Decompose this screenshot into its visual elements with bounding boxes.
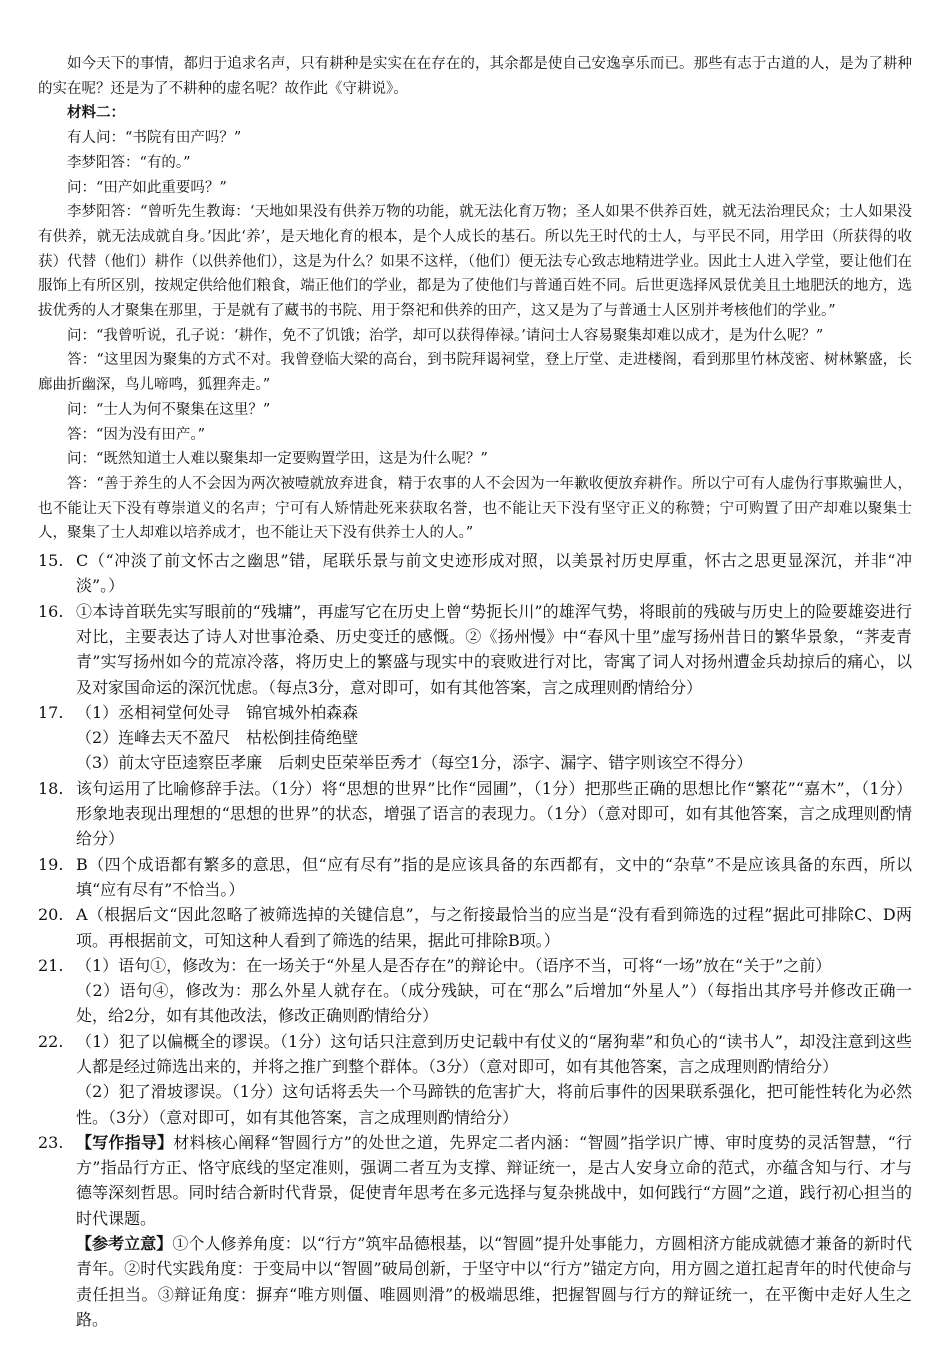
answer-line: （1）语句①，修改为：在一场关于“外星人是否存在”的辩论中。（语序不当，可将“一场”放在“关于”之前） bbox=[76, 955, 832, 975]
question-number: 23. bbox=[38, 1132, 64, 1152]
reference-theme-label: 【参考立意】 bbox=[76, 1234, 173, 1254]
material-two-heading: 材料二： bbox=[67, 104, 125, 122]
writing-guide-text: 材料核心阐释“智圆行方”的处世之道，先界定二者内涵：“智圆”指学识广博、审时度势的灵活智慧，“行方”指品行方正、恪守底线的坚定准则，强调二者互为支撑、辩证统一，是古人安身立命的范式，亦蕴含知与行、才与德等深刻哲思。同时结合新时代背景，促使青年思考在多元选择与复杂挑战中，如何践行“方圆”之道，践行初心担当的时代课题。 bbox=[76, 1132, 912, 1228]
writing-guide bbox=[76, 1130, 912, 1231]
answer-text: C（“冲淡了前文怀古之幽思”错，尾联乐景与前文史迹形成对照，以美景衬历史厚重，怀古之思更显深沉，并非“冲淡”。） bbox=[76, 551, 912, 596]
question-number: 22. bbox=[38, 1031, 64, 1051]
translation-section bbox=[38, 52, 912, 546]
reference-theme-text: ①个人修养角度：以“行方”筑牢品德根基，以“智圆”提升处事能力，方圆相济方能成就德才兼备的新时代青年。②时代实践角度：于变局中以“智圆”破局创新，于坚守中以“行方”锚定方向，用方圆之道扛起青年的时代使命与责任担当。③辩证角度：摒弃“唯方则僵、唯圆则滑”的极端思维，把握智圆与行方的辩证统一，在平衡中走好人生之路。 bbox=[76, 1234, 912, 1329]
answer-item-20 bbox=[38, 902, 912, 953]
question-number: 15. bbox=[38, 551, 64, 571]
dialogue-line: 答：“因为没有田产。” bbox=[67, 426, 206, 443]
dialogue-line: 问：“田产如此重要吗？” bbox=[67, 179, 227, 196]
dialogue-line: 答：“这里因为聚集的方式不对。我曾登临大梁的高台，到书院拜谒祠堂，登上厅堂、走进楼阁，看到那里竹林茂密、树林繁盛，长廊曲折幽深，鸟儿啼鸣，狐狸奔走。” bbox=[38, 352, 912, 394]
dialogue-line: 答：“善于养生的人不会因为两次被噎就放弃进食，精于农事的人不会因为一年歉收便放弃耕作。所以宁可有人虚伪行事欺骗世人，也不能让天下没有尊崇道义的名声；宁可有人矫情赴死来获取名誉，也不能让天下没有坚守正义的称赞；宁可购置了田产却难以聚集士人，聚集了士人却难以培养成才，也不能让天下没有供养士人的人。” bbox=[38, 475, 912, 542]
question-number: 19. bbox=[38, 854, 64, 874]
dialogue-line: 李梦阳答：“曾听先生教诲：‘天地如果没有供养万物的功能，就无法化育万物；圣人如果不供养百姓，就无法治理民众；士人如果没有供养，就无法成就自身。’因此‘养’，是天地化育的根本，是个人成长的基石。所以先王时代的士人，与平民不同，用学田（所获得的收获）代替（他们）耕作（以供养他们），这是为什么？如果不这样，（他们）便无法专心致志地精进学业。因此士人进入学堂，要让他们在服饰上有所区别，按规定供给他们粮食，端正他们的学业，都是为了使他们与普通百姓不同。后世更选择风景优美且土地肥沃的地方，选拔优秀的人才聚集在那里，于是就有了藏书的书院、用于祭祀和供养的田产，这又是为了与普通士人区别并考核他们的学业。” bbox=[38, 204, 912, 320]
answer-item-21 bbox=[38, 953, 912, 1029]
answer-item-18 bbox=[38, 776, 912, 852]
answer-item-23 bbox=[38, 1130, 912, 1332]
answer-item-16 bbox=[38, 599, 912, 700]
answers-section bbox=[38, 548, 912, 1332]
dialogue-line: 问：“我曾听说，孔子说：‘耕作，免不了饥饿；治学，却可以获得俸禄。’请问士人容易聚集却难以成才，是为什么呢？” bbox=[67, 327, 824, 344]
answer-line: （1）犯了以偏概全的谬误。（1分）这句话只注意到历史记载中有仗义的“屠狗辈”和负心的“读书人”，却没注意到这些人都是经过筛选出来的，并将之推广到整个群体。（3分）（意对即可，如有其他答案，言之成理则酌情给分） bbox=[76, 1031, 912, 1076]
answer-text: 该句运用了比喻修辞手法。（1分）将“思想的世界”比作“园圃”，（1分）把那些正确的思想比作“繁花”“嘉木”，（1分）形象地表现出理想的“思想的世界”的状态，增强了语言的表现力。（1分）（意对即可，如有其他答案，言之成理则酌情给分） bbox=[76, 778, 912, 849]
dialogue-line: 问：“士人为何不聚集在这里？” bbox=[67, 401, 271, 418]
writing-guide-label: 【写作指导】 bbox=[76, 1132, 174, 1152]
answer-text: ①本诗首联先实写眼前的“残墉”，再虚写它在历史上曾“势扼长川”的雄浑气势，将眼前的残破与历史上的险要雄姿进行对比，主要表达了诗人对世事沧桑、历史变迁的感慨。②《扬州慢》中“春风十里”虚写扬州昔日的繁华景象，“荠麦青青”实写扬州如今的荒凉冷落，将历史上的繁盛与现实中的衰败进行对比，寄寓了词人对扬州遭金兵劫掠后的痛心，以及对家国命运的深沉忧虑。（每点3分，意对即可，如有其他答案，言之成理则酌情给分） bbox=[76, 601, 912, 697]
question-number: 18. bbox=[38, 778, 64, 798]
answer-line: （1）丞相祠堂何处寻 锦官城外柏森森 bbox=[76, 702, 359, 722]
answer-text: B（四个成语都有繁多的意思，但“应有尽有”指的是应该具备的东西都有，文中的“杂草”不是应该具备的东西，所以填“应有尽有”不恰当。） bbox=[76, 854, 912, 899]
question-number: 21. bbox=[38, 955, 64, 975]
dialogue-line: 问：“既然知道士人难以聚集却一定要购置学田，这是为什么呢？” bbox=[67, 451, 488, 468]
answer-line: （2）犯了滑坡谬误。（1分）这句话将丢失一个马蹄铁的危害扩大，将前后事件的因果联系强化，把可能性转化为必然性。（3分）（意对即可，如有其他答案，言之成理则酌情给分） bbox=[76, 1082, 912, 1127]
answer-item-17 bbox=[38, 700, 912, 776]
answer-text: A（根据后文“因此忽略了被筛选掉的关键信息”，与之衔接最恰当的应当是“没有看到筛选的过程”据此可排除C、D两项。再根据前文，可知这种人看到了筛选的结果，据此可排除B项。） bbox=[76, 905, 912, 950]
dialogue-line: 有人问：“书院有田产吗？” bbox=[67, 130, 242, 147]
translation-paragraph: 如今天下的事情，都归于追求名声，只有耕种是实实在在存在的，其余都是使自己安逸享乐而已。那些有志于古道的人，是为了耕种的实在呢？还是为了不耕种的虚名呢？故作此《守耕说》。 bbox=[38, 56, 912, 97]
answer-item-15 bbox=[38, 548, 912, 599]
reference-theme bbox=[76, 1231, 912, 1332]
answer-line: （3）前太守臣逵察臣孝廉 后刺史臣荣举臣秀才（每空1分，添字、漏字、错字则该空不得分） bbox=[76, 753, 753, 773]
answer-line: （2）连峰去天不盈尺 枯松倒挂倚绝壁 bbox=[76, 728, 359, 748]
answer-line: （2）语句④，修改为：那么外星人就存在。（成分残缺，可在“那么”后增加“外星人”）（每指出其序号并修改正确一处，给2分，如有其他改法，修改正确则酌情给分） bbox=[76, 981, 912, 1026]
answer-item-19 bbox=[38, 852, 912, 903]
question-number: 16. bbox=[38, 601, 64, 621]
dialogue-line: 李梦阳答：“有的。” bbox=[67, 154, 191, 171]
question-number: 20. bbox=[38, 905, 64, 925]
question-number: 17. bbox=[38, 702, 64, 722]
answer-item-22 bbox=[38, 1029, 912, 1130]
